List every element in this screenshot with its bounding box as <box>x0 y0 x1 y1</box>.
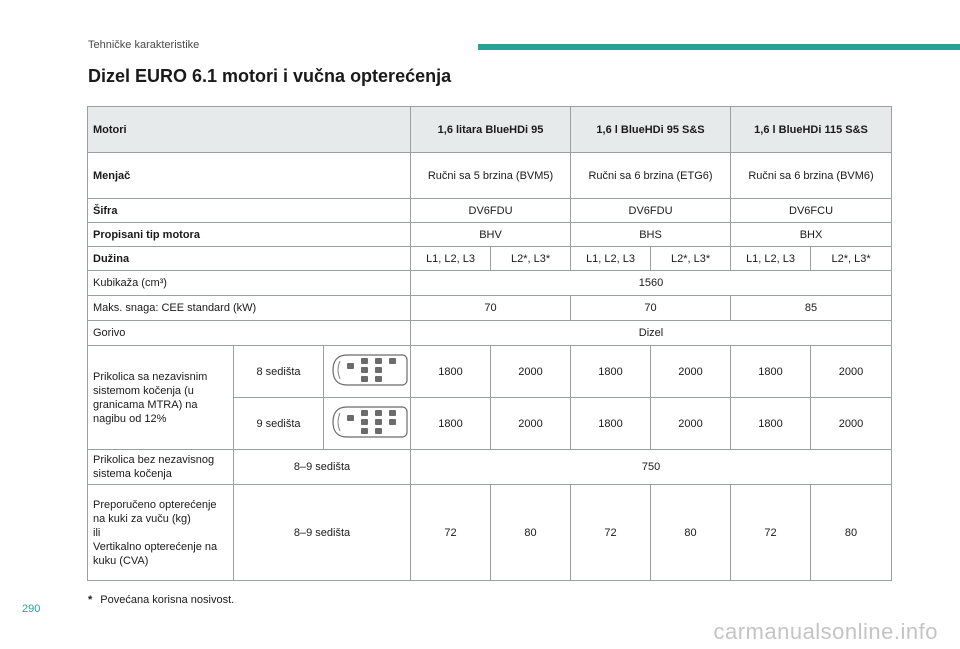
footnote-mark: * <box>88 594 93 606</box>
noseweight-label-line: Preporučeno opterećenje na kuki za vuču (kg) <box>93 498 217 525</box>
table-row-type <box>88 223 892 247</box>
braked-value-cell: 1800 <box>411 398 491 450</box>
braked-value-cell: 1800 <box>571 398 651 450</box>
footnote <box>88 594 234 606</box>
table-row-displacement <box>88 271 892 296</box>
braked-value-cell: 2000 <box>811 346 892 398</box>
noseweight-value-cell: 80 <box>491 485 571 581</box>
table-row-code <box>88 199 892 223</box>
row-label-gearbox: Menjač <box>88 153 411 199</box>
table-row-power <box>88 296 892 321</box>
power-cell: 85 <box>731 296 892 321</box>
engine-cell: 1,6 l BlueHDi 115 S&S <box>731 107 892 153</box>
unbraked-seats-cell: 8–9 sedišta <box>234 450 411 485</box>
engine-cell: 1,6 l BlueHDi 95 S&S <box>571 107 731 153</box>
braked-value-cell: 2000 <box>811 398 892 450</box>
page-title: Dizel EURO 6.1 motori i vučna opterećenja <box>88 66 452 86</box>
table-header-row <box>88 107 892 153</box>
noseweight-value-cell: 72 <box>411 485 491 581</box>
header-cell-engines: Motori <box>88 107 411 153</box>
type-cell: BHX <box>731 223 892 247</box>
braked-value-cell: 1800 <box>411 346 491 398</box>
length-cell: L1, L2, L3 <box>731 247 811 271</box>
table-row-unbraked <box>88 450 892 485</box>
braked-value-cell: 1800 <box>571 346 651 398</box>
noseweight-label-line: Vertikalno opterećenje na kuku (CVA) <box>93 540 218 567</box>
gearbox-cell: Ručni sa 5 brzina (BVM5) <box>411 153 571 199</box>
displacement-cell: 1560 <box>411 271 892 296</box>
braked-value-cell: 2000 <box>651 398 731 450</box>
noseweight-seats-cell: 8–9 sedišta <box>234 485 411 581</box>
row-label-type: Propisani tip motora <box>88 223 411 247</box>
gearbox-cell: Ručni sa 6 brzina (ETG6) <box>571 153 731 199</box>
table-row-gearbox <box>88 153 892 199</box>
table-row-noseweight <box>88 485 892 581</box>
row-label-code: Šifra <box>88 199 411 223</box>
type-cell: BHV <box>411 223 571 247</box>
row-label-displacement: Kubikaža (cm³) <box>88 271 411 296</box>
unbraked-value-cell: 750 <box>411 450 892 485</box>
van-9-seat-layout-icon <box>324 398 411 450</box>
noseweight-value-cell: 72 <box>731 485 811 581</box>
row-label-length: Dužina <box>88 247 411 271</box>
braked-value-cell: 2000 <box>491 346 571 398</box>
length-cell: L1, L2, L3 <box>411 247 491 271</box>
braked-value-cell: 2000 <box>651 346 731 398</box>
noseweight-value-cell: 80 <box>651 485 731 581</box>
length-cell: L2*, L3* <box>651 247 731 271</box>
row-label-fuel: Gorivo <box>88 321 411 346</box>
row-label-braked-trailer: Prikolica sa nezavisnim sistemom kočenja (u granicama MTRA) na nagibu od 12% <box>88 346 234 450</box>
row-label-unbraked-trailer: Prikolica bez nezavisnog sistema kočenja <box>88 450 234 485</box>
watermark: carmanualsonline.info <box>713 619 938 644</box>
fuel-cell: Dizel <box>411 321 892 346</box>
table-row-length <box>88 247 892 271</box>
braked-value-cell: 2000 <box>491 398 571 450</box>
length-cell: L2*, L3* <box>811 247 892 271</box>
noseweight-value-cell: 80 <box>811 485 892 581</box>
page-number: 290 <box>22 603 41 615</box>
footnote-text: Povećana korisna nosivost. <box>100 594 235 606</box>
power-cell: 70 <box>411 296 571 321</box>
braked-value-cell: 1800 <box>731 346 811 398</box>
van-8-seat-layout-icon <box>324 346 411 398</box>
noseweight-value-cell: 72 <box>571 485 651 581</box>
length-cell: L2*, L3* <box>491 247 571 271</box>
gearbox-cell: Ručni sa 6 brzina (BVM6) <box>731 153 892 199</box>
code-cell: DV6FCU <box>731 199 892 223</box>
type-cell: BHS <box>571 223 731 247</box>
engine-cell: 1,6 litara BlueHDi 95 <box>411 107 571 153</box>
seats-label: 8 sedišta <box>234 346 324 398</box>
row-label-noseweight <box>88 485 234 581</box>
code-cell: DV6FDU <box>411 199 571 223</box>
spec-table <box>87 106 892 581</box>
length-cell: L1, L2, L3 <box>571 247 651 271</box>
accent-bar <box>478 44 960 50</box>
seats-label: 9 sedišta <box>234 398 324 450</box>
braked-value-cell: 1800 <box>731 398 811 450</box>
table-row-fuel <box>88 321 892 346</box>
section-header: Tehničke karakteristike <box>88 39 200 51</box>
row-label-power: Maks. snaga: CEE standard (kW) <box>88 296 411 321</box>
code-cell: DV6FDU <box>571 199 731 223</box>
noseweight-label-line: ili <box>93 526 101 539</box>
power-cell: 70 <box>571 296 731 321</box>
table-row-braked-8 <box>88 346 892 398</box>
